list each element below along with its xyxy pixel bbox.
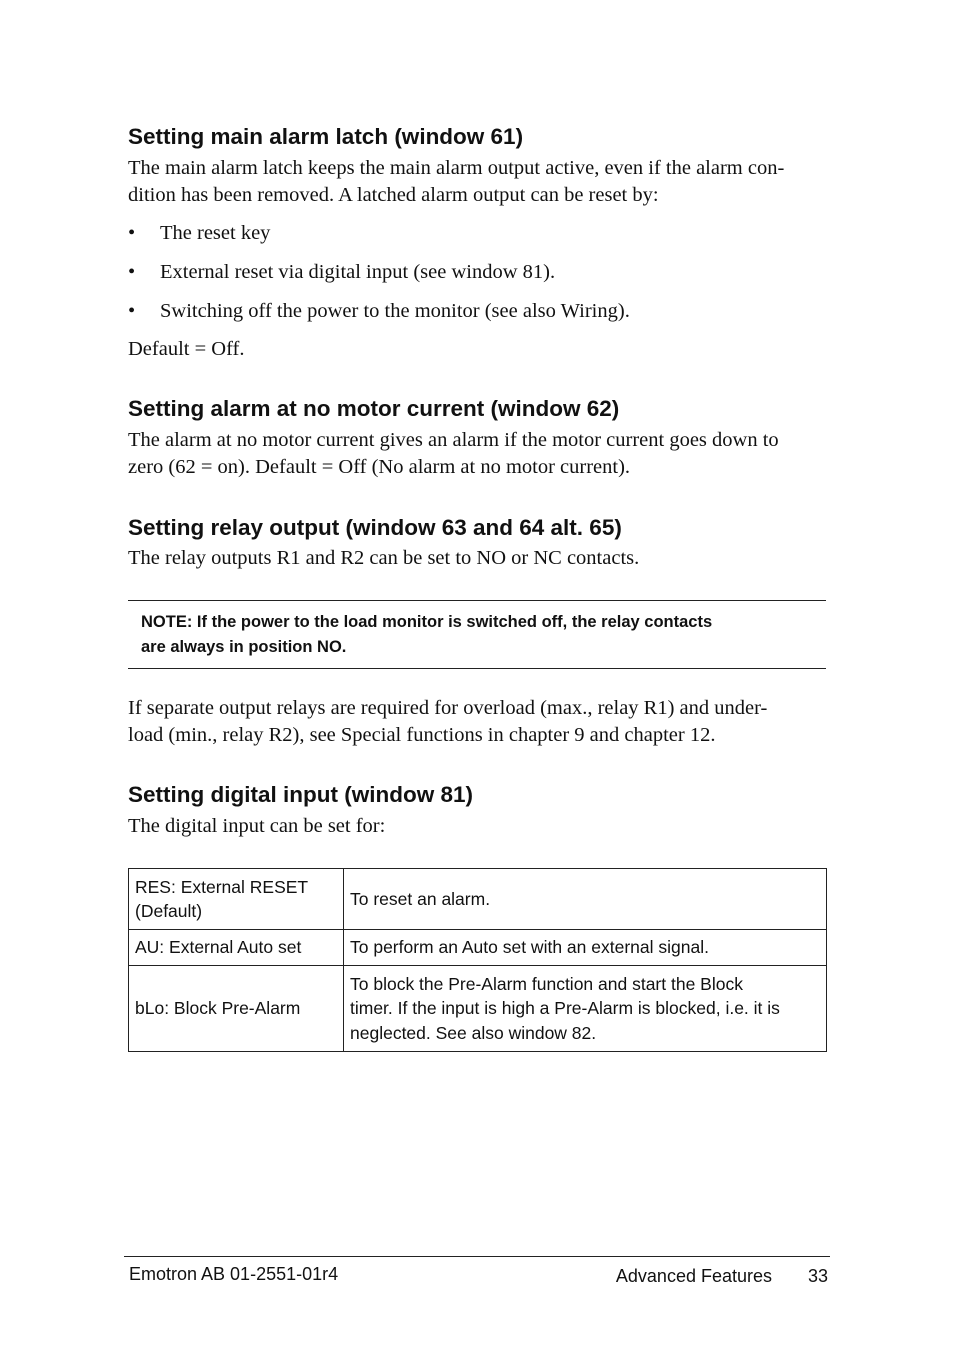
cell-line: timer. If the input is high a Pre-Alarm is blocked, i.e. it is <box>350 998 780 1019</box>
paragraph-line: The digital input can be set for: <box>128 815 386 837</box>
note-line: NOTE: If the power to the load monitor is switched off, the relay contacts <box>141 613 713 631</box>
list-item-text: Switching off the power to the monitor (see also Wiring). <box>160 300 630 322</box>
paragraph-line: The relay outputs R1 and R2 can be set to NO or NC contacts. <box>128 547 640 569</box>
section-main-alarm-latch <box>128 124 828 150</box>
table-row <box>129 869 827 930</box>
bullet-marker: • <box>128 300 136 322</box>
section-relay-output <box>128 515 828 541</box>
section-paragraph <box>128 695 828 749</box>
cell-line: To perform an Auto set with an external signal. <box>350 937 709 958</box>
cell-line: (Default) <box>135 901 203 921</box>
paragraph-line: dition has been removed. A latched alarm output can be reset by: <box>128 184 659 206</box>
default-value <box>128 336 828 363</box>
section-heading: Setting digital input (window 81) <box>128 782 473 807</box>
footer-rule <box>124 1256 830 1257</box>
paragraph-line: If separate output relays are required for overload (max., relay R1) and under- <box>128 697 768 719</box>
cell-line: To block the Pre-Alarm function and start the Block <box>350 973 743 994</box>
list-item <box>128 220 828 259</box>
table-row <box>129 930 827 966</box>
section-paragraph <box>128 813 828 840</box>
table-cell-option <box>129 930 344 966</box>
section-no-motor-current <box>128 396 828 422</box>
default-text: Default = Off. <box>128 338 245 360</box>
list-item-text: The reset key <box>160 222 271 244</box>
digital-input-table <box>128 868 827 1052</box>
paragraph-line: zero (62 = on). Default = Off (No alarm at no motor current). <box>128 456 631 478</box>
cell-line: bLo: Block Pre-Alarm <box>135 998 301 1019</box>
section-digital-input <box>128 782 828 808</box>
section-paragraph <box>128 545 828 572</box>
footer-chapter: Advanced Features <box>615 1266 772 1286</box>
section-heading: Setting alarm at no motor current (window 62) <box>128 396 620 421</box>
list-item <box>128 259 828 298</box>
cell-line: AU: External Auto set <box>135 937 302 958</box>
table-cell-description <box>344 869 827 930</box>
footer-doc-id: Emotron AB 01-2551-01r4 <box>129 1264 339 1284</box>
table-cell-description <box>344 966 827 1052</box>
list-item <box>128 298 828 337</box>
bullet-list <box>128 220 828 337</box>
bullet-marker: • <box>128 261 136 283</box>
note-box <box>128 600 826 669</box>
cell-line: neglected. See also window 82. <box>350 1022 597 1043</box>
table-row <box>129 966 827 1052</box>
bullet-marker: • <box>128 222 136 244</box>
paragraph-line: The main alarm latch keeps the main alarm output active, even if the alarm con- <box>128 157 785 179</box>
cell-line: To reset an alarm. <box>350 888 491 909</box>
table-cell-description <box>344 930 827 966</box>
note-line: are always in position NO. <box>141 638 347 656</box>
section-heading: Setting relay output (window 63 and 64 alt. 65) <box>128 515 622 540</box>
paragraph-line: load (min., relay R2), see Special functions in chapter 9 and chapter 12. <box>128 724 716 746</box>
section-heading: Setting main alarm latch (window 61) <box>128 124 524 149</box>
section-paragraph <box>128 427 828 481</box>
table-cell-option <box>129 966 344 1052</box>
table-cell-option <box>129 869 344 930</box>
cell-line: RES: External RESET <box>135 876 309 897</box>
paragraph-line: The alarm at no motor current gives an alarm if the motor current goes down to <box>128 429 779 451</box>
list-item-text: External reset via digital input (see window 81). <box>160 261 556 283</box>
section-paragraph <box>128 155 828 209</box>
footer-page-number: 33 <box>807 1266 828 1286</box>
